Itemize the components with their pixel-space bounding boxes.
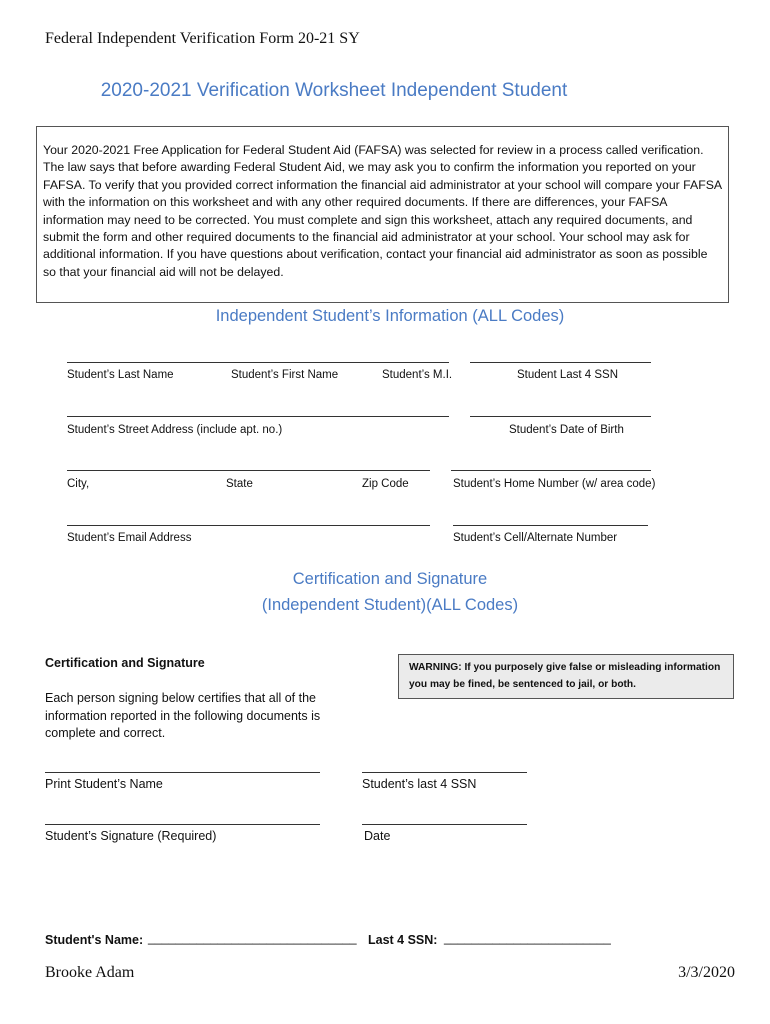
email-field-line[interactable]	[67, 525, 430, 526]
state-label: State	[226, 478, 253, 490]
worksheet-title: 2020-2021 Verification Worksheet Independent Student	[100, 80, 568, 101]
home-phone-label: Student’s Home Number (w/ area code)	[453, 478, 656, 490]
footer-date: 3/3/2020	[678, 964, 735, 981]
print-name-label: Print Student’s Name	[45, 777, 163, 791]
certification-section-subtitle: (Independent Student)(ALL Codes)	[261, 596, 519, 614]
ssn4-field-line[interactable]	[470, 362, 651, 363]
certification-text: Each person signing below certifies that all of the information reported in the following documents is complete and correct.	[45, 691, 321, 740]
name-field-line[interactable]	[67, 362, 449, 363]
mi-label: Student’s M.I.	[382, 369, 453, 381]
signature-ssn4-label: Student’s last 4 SSN	[362, 777, 477, 791]
warning-box	[398, 654, 734, 699]
signature-label: Student’s Signature (Required)	[45, 829, 217, 843]
footer-name-blank[interactable]: ______________________________	[148, 931, 357, 945]
address-field-line[interactable]	[67, 416, 449, 417]
cell-field-line[interactable]	[453, 525, 648, 526]
zip-label: Zip Code	[362, 478, 409, 490]
address-label: Student’s Street Address (include apt. no.)	[67, 424, 283, 436]
ssn4-label: Student Last 4 SSN	[517, 369, 619, 381]
home-phone-field-line[interactable]	[451, 470, 651, 471]
first-name-label: Student’s First Name	[231, 369, 339, 381]
footer-name-label: Student's Name:	[45, 933, 144, 947]
certification-section-title: Certification and Signature	[292, 570, 488, 588]
dob-label: Student’s Date of Birth	[509, 424, 624, 436]
city-label: City,	[67, 478, 90, 490]
intro-text: Your 2020-2021 Free Application for Federal Student Aid (FAFSA) was selected for review in a process called verification. The law says that before awarding Federal Student Aid, we may ask you to confirm the information you reported on your FAFSA. To verify that you provided correct information the financial aid administrator at your school will compare your FAFSA with the information on this worksheet and with any other required documents. If there are differences, your FAFSA information may need to be corrected. You must complete and sign this worksheet, attach any required documents, and submit the form and other required documents to the financial aid administrator at your school. Your school may ask for additional information. If you have questions about verification, contact your financial aid administrator as soon as possible so that your financial aid will not be delayed.	[43, 143, 722, 279]
warning-line-2: you may be fined, be sentenced to jail, or both.	[409, 679, 636, 690]
signature-field-line[interactable]	[45, 824, 320, 825]
intro-box	[36, 126, 729, 303]
form-header-title: Federal Independent Verification Form 20-21 SY	[45, 30, 360, 47]
certification-heading: Certification and Signature	[45, 656, 205, 670]
warning-line-1: WARNING: If you purposely give false or misleading information	[409, 662, 721, 673]
email-label: Student’s Email Address	[67, 532, 192, 544]
footer-student-name: Brooke Adam	[45, 964, 135, 981]
date-label: Date	[364, 829, 391, 843]
last-name-label: Student’s Last Name	[67, 369, 174, 381]
print-name-field-line[interactable]	[45, 772, 320, 773]
footer-ssn-label: Last 4 SSN:	[368, 933, 438, 947]
signature-ssn4-field-line[interactable]	[362, 772, 527, 773]
dob-field-line[interactable]	[470, 416, 651, 417]
city-state-zip-field-line[interactable]	[67, 470, 430, 471]
student-info-section-title: Independent Student’s Information (ALL Codes)	[215, 307, 565, 325]
date-field-line[interactable]	[362, 824, 527, 825]
cell-label: Student’s Cell/Alternate Number	[453, 532, 618, 544]
footer-ssn-blank[interactable]: ________________________	[444, 931, 611, 945]
